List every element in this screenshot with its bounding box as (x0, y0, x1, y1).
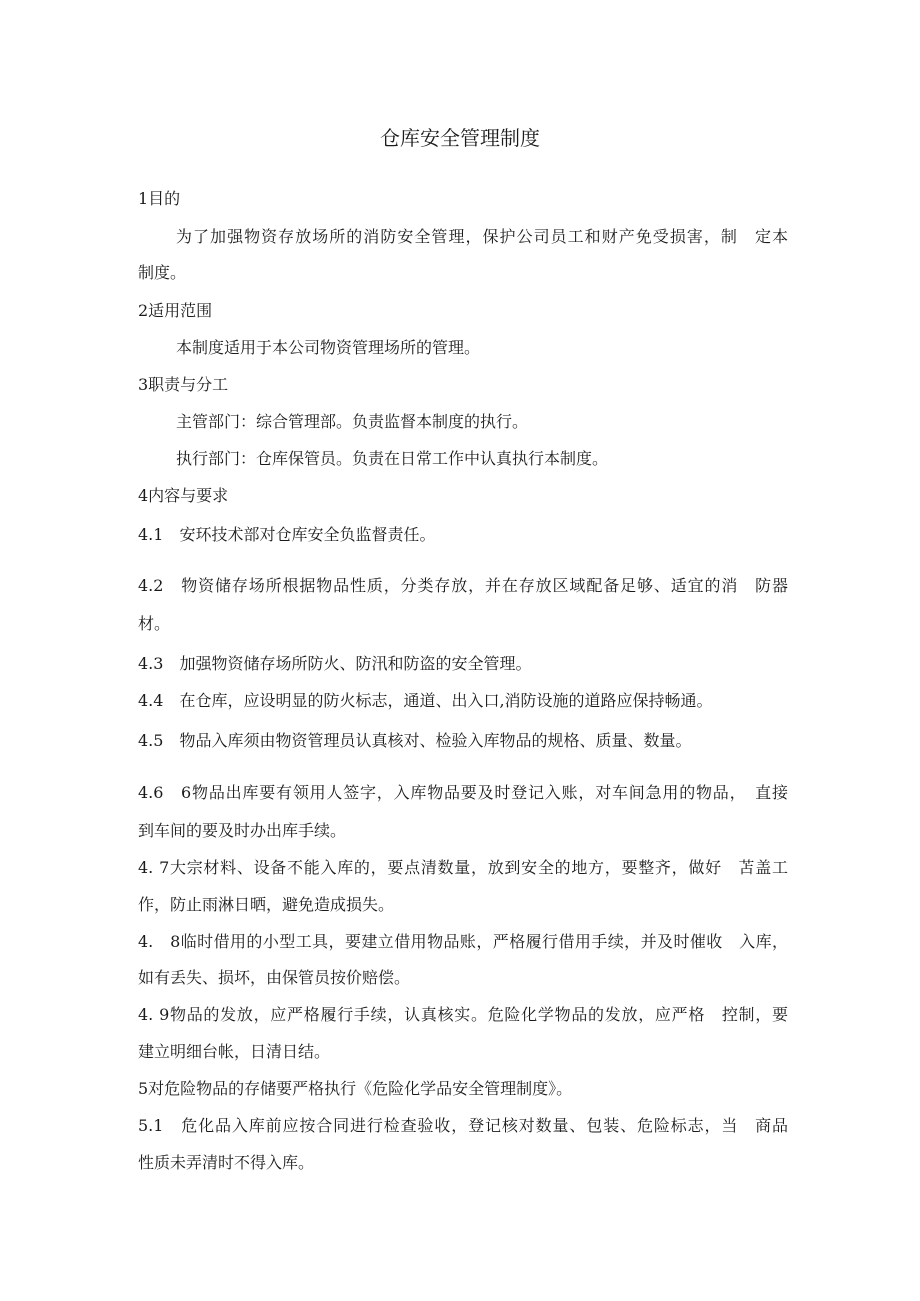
section-heading-hazardous: 5对危险物品的存储要严格执行《危险化学品安全管理制度》。 (138, 1079, 573, 1098)
section-heading-purpose: 1目的 (138, 189, 181, 208)
paragraph-line: 建立明细台帐，日清日结。 (138, 1042, 331, 1061)
clause-4-7: 4. 7大宗材料、设备不能入库的，要点清数量，放到安全的地方，要整齐，做好 苫盖工 (138, 858, 788, 877)
clause-4-4: 4.4 在仓库，应设明显的防火标志，通道、出入口,消防设施的道路应保持畅通。 (138, 691, 713, 710)
paragraph-line: 执行部门：仓库保管员。负责在日常工作中认真执行本制度。 (176, 449, 609, 468)
clause-4-5: 4.5 物品入库须由物资管理员认真核对、检验入库物品的规格、质量、数量。 (138, 731, 692, 750)
clause-5-1: 5.1 危化品入库前应按合同进行检查验收，登记核对数量、包装、危险标志，当 商品 (138, 1116, 788, 1135)
document-title: 仓库安全管理制度 (380, 126, 540, 150)
clause-4-9: 4. 9物品的发放，应严格履行手续，认真核实。危险化学物品的发放，应严格 控制，要 (138, 1005, 788, 1024)
clause-4-1: 4.1 安环技术部对仓库安全负监督责任。 (138, 525, 436, 544)
paragraph-line: 本制度适用于本公司物资管理场所的管理。 (176, 338, 481, 357)
clause-4-2: 4.2 物资储存场所根据物品性质，分类存放，并在存放区域配备足够、适宜的消 防器 (138, 576, 788, 595)
paragraph-line: 材。 (138, 614, 171, 633)
paragraph-line: 到车间的要及时办出库手续。 (138, 821, 347, 840)
clause-4-6: 4.6 6物品出库要有领用人签字，入库物品要及时登记入账，对车间急用的物品， 直接 (138, 783, 788, 802)
paragraph-line: 作，防止雨淋日晒，避免造成损失。 (138, 895, 395, 914)
clause-4-3: 4.3 加强物资储存场所防火、防汛和防盗的安全管理。 (138, 654, 532, 673)
paragraph-line: 为了加强物资存放场所的消防安全管理，保护公司员工和财产免受损害，制 定本 (176, 227, 788, 246)
paragraph-line: 如有丢失、损坏，由保管员按价赔偿。 (138, 968, 411, 987)
section-heading-responsibilities: 3职责与分工 (138, 375, 229, 394)
clause-4-8: 4. 8临时借用的小型工具，要建立借用物品账，严格履行借用手续，并及时催收 入库， (138, 932, 788, 951)
paragraph-line: 主管部门：综合管理部。负责监督本制度的执行。 (176, 412, 529, 431)
section-heading-scope: 2适用范围 (138, 301, 213, 320)
paragraph-line: 性质未弄清时不得入库。 (138, 1153, 315, 1172)
section-heading-requirements: 4内容与要求 (138, 486, 229, 505)
paragraph-line: 制度。 (138, 263, 187, 282)
